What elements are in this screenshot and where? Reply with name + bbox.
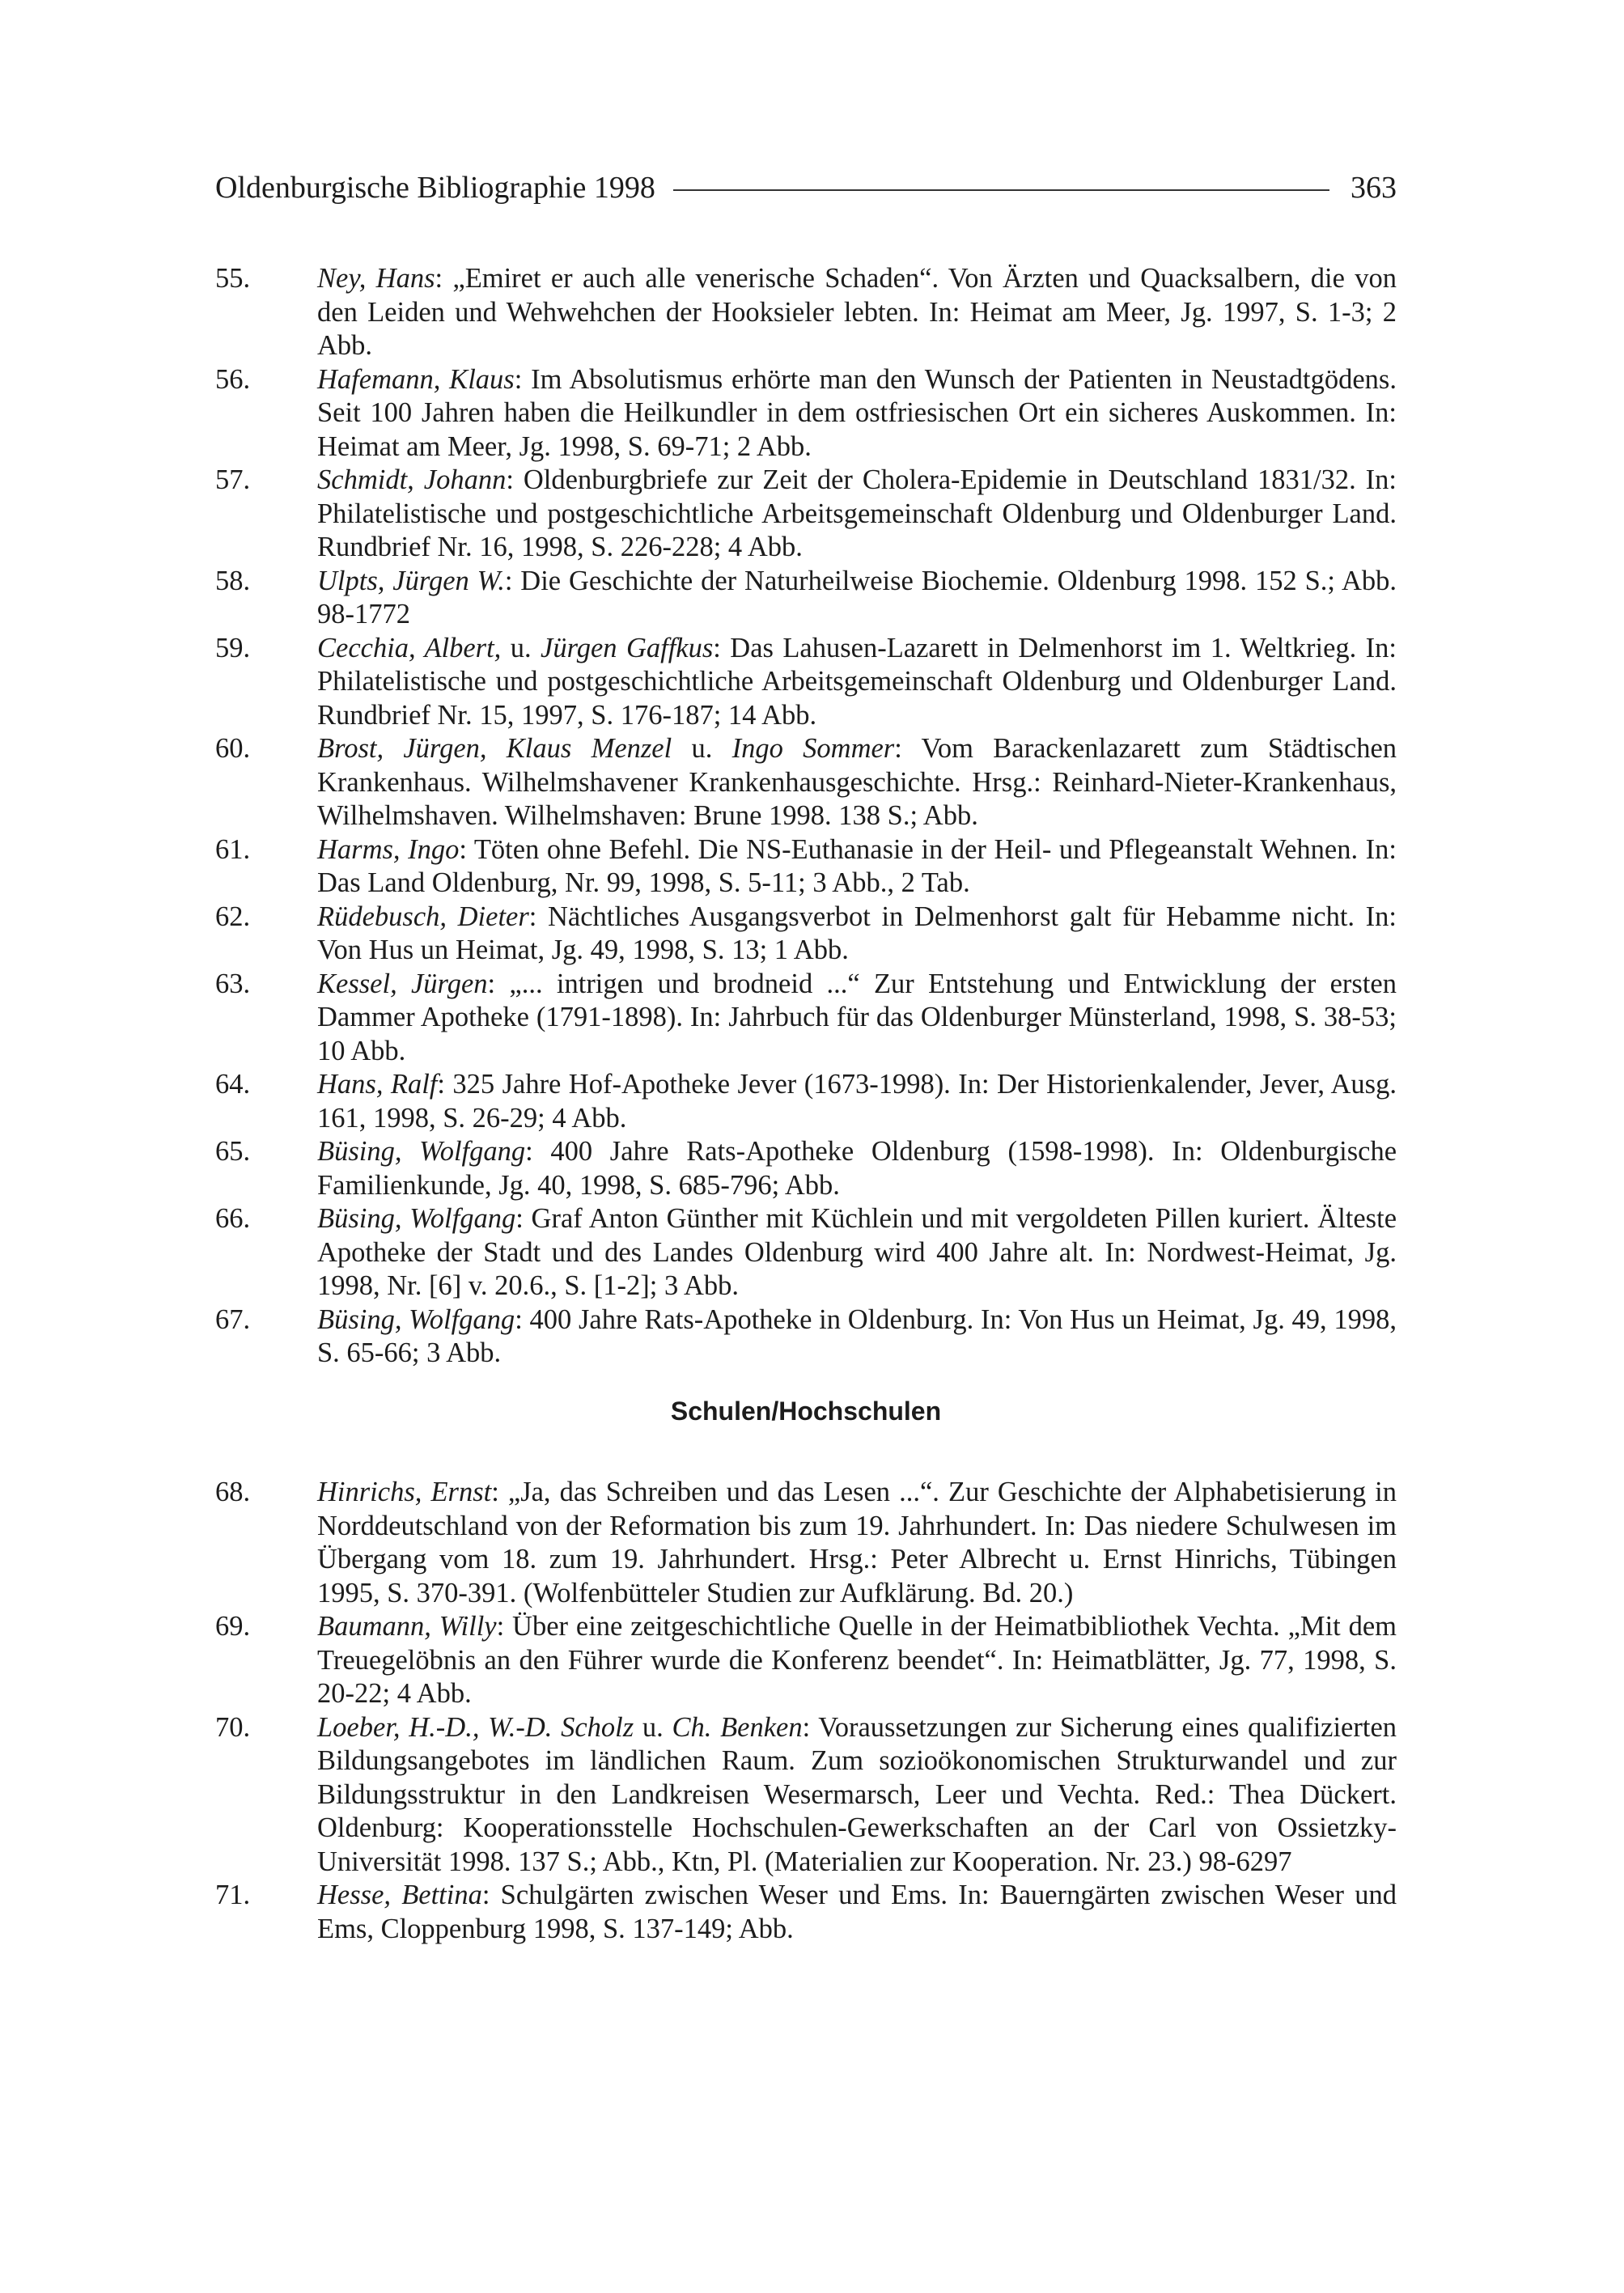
entry-author: Ney, Hans <box>317 263 435 294</box>
running-header <box>215 167 1397 209</box>
entry-author: Kessel, Jürgen <box>317 968 488 999</box>
bibliography-entry <box>215 833 1397 901</box>
entry-author: Brost, Jürgen, Klaus Menzel <box>317 733 672 764</box>
entry-text: : Nächtliches Ausgangsverbot in Delmenhorst galt für Hebamme nicht. In: Von Hus un Heimat, Jg. 49, 1998, S. 13; 1 Abb. <box>317 901 1397 965</box>
entry-author: Cecchia, Albert, <box>317 632 502 663</box>
entry-number: 70. <box>215 1711 251 1743</box>
entry-number: 55. <box>215 263 251 294</box>
bibliography-entry <box>215 1202 1397 1303</box>
entry-coauthor: Ch. Benken <box>672 1711 803 1743</box>
bibliography-entry <box>215 363 1397 464</box>
entry-number: 62. <box>215 901 251 932</box>
entry-text: : Oldenburgbriefe zur Zeit der Cholera-Epidemie in Deutschland 1831/32. In: Philatelistische und postgeschichtliche Arbeitsgemeinschaft Oldenburg und Oldenburger Land. Rundbrief Nr. 16, 1998, S. 226-228; 4 Abb. <box>317 464 1397 562</box>
bibliography-entry <box>215 1303 1397 1371</box>
bibliography-entry <box>215 732 1397 833</box>
entry-author: Baumann, Willy <box>317 1611 497 1642</box>
entry-coauthor: Ingo Sommer <box>731 733 895 764</box>
entry-text: : Töten ohne Befehl. Die NS-Euthanasie in der Heil- und Pflegeanstalt Wehnen. In: Das Land Oldenburg, Nr. 99, 1998, S. 5-11; 3 Abb., 2 Tab. <box>317 833 1397 898</box>
entry-number: 56. <box>215 363 251 395</box>
entry-author: Büsing, Wolfgang <box>317 1203 516 1234</box>
entry-number: 66. <box>215 1203 251 1234</box>
entry-author: Hafemann, Klaus <box>317 363 515 395</box>
bibliography-list-medicine <box>215 262 1397 1371</box>
header-rule <box>673 189 1329 191</box>
bibliography-entry <box>215 1879 1397 1946</box>
entry-number: 69. <box>215 1611 251 1642</box>
entry-number: 64. <box>215 1069 251 1100</box>
entry-text: : „Emiret er auch alle venerische Schaden“. Von Ärzten und Quacksalbern, die von den Leiden und Wehwehchen der Hooksieler lebten. In: Heimat am Meer, Jg. 1997, S. 1-3; 2 Abb. <box>317 263 1397 361</box>
entry-text: : Voraussetzungen zur Sicherung eines qualifizierten Bildungsangebotes im ländlichen Raum. Zum sozioökonomischen Strukturwandel und zur Bildungsstruktur in den Landkreisen Wesermarsch, Leer und Vechta. Red.: Thea Dückert. Oldenburg: Kooperationsstelle Hochschulen-Gewerkschaften an der Carl von Ossietzky-Universität 1998. 137 S.; Abb., Ktn, Pl. (Materialien zur Kooperation. Nr. 23.) 98-6297 <box>317 1711 1397 1877</box>
entry-number: 68. <box>215 1477 251 1507</box>
bibliography-entry <box>215 565 1397 632</box>
entry-text: : 400 Jahre Rats-Apotheke in Oldenburg. In: Von Hus un Heimat, Jg. 49, 1998, S. 65-66; 3 Abb. <box>317 1303 1397 1368</box>
entry-author: Hinrichs, Ernst <box>317 1477 492 1507</box>
bibliography-entry <box>215 464 1397 565</box>
entry-text: : Das Lahusen-Lazarett in Delmenhorst im 1. Weltkrieg. In: Philatelistische und postgeschichtliche Arbeitsgemeinschaft Oldenburg und Oldenburger Land. Rundbrief Nr. 15, 1997, S. 176-187; 14 Abb. <box>317 632 1397 731</box>
bibliography-entry <box>215 1711 1397 1880</box>
entry-number: 67. <box>215 1303 251 1335</box>
entry-author: Hesse, Bettina <box>317 1880 482 1910</box>
entry-author: Harms, Ingo <box>317 833 460 865</box>
entry-coauthor: Jürgen Gaffkus <box>541 632 714 663</box>
entry-text: : Im Absolutismus erhörte man den Wunsch der Patienten in Neustadtgödens. Seit 100 Jahren haben die Heilkundler in dem ostfriesischen Ort ein sicheres Auskommen. In: Heimat am Meer, Jg. 1998, S. 69-71; 2 Abb. <box>317 363 1397 462</box>
entry-conjunction: u. <box>501 632 541 663</box>
bibliography-entry <box>215 632 1397 733</box>
entry-number: 61. <box>215 833 251 865</box>
bibliography-entry <box>215 1135 1397 1202</box>
entry-text: : „Ja, das Schreiben und das Lesen ...“. Zur Geschichte der Alphabetisierung in Norddeutschland von der Reformation bis zum 19. Jahrhundert. In: Das niedere Schulwesen im Übergang vom 18. zum 19. Jahrhundert. Hrsg.: Peter Albrecht u. Ernst Hinrichs, Tübingen 1995, S. 370-391. (Wolfenbütteler Studien zur Aufklärung. Bd. 20.) <box>317 1477 1397 1608</box>
entry-author: Hans, Ralf <box>317 1069 438 1100</box>
entry-author: Schmidt, Johann <box>317 464 507 495</box>
entry-number: 59. <box>215 632 251 663</box>
entry-text: : Die Geschichte der Naturheilweise Biochemie. Oldenburg 1998. 152 S.; Abb. 98-1772 <box>317 565 1397 629</box>
header-title: Oldenburgische Bibliographie 1998 <box>215 171 655 205</box>
entry-text: : 400 Jahre Rats-Apotheke Oldenburg (1598-1998). In: Oldenburgische Familienkunde, Jg. 40, 1998, S. 685-796; Abb. <box>317 1136 1397 1201</box>
entry-author: Büsing, Wolfgang <box>317 1303 515 1335</box>
entry-number: 57. <box>215 464 251 495</box>
bibliography-entry <box>215 901 1397 968</box>
bibliography-entry <box>215 968 1397 1069</box>
entry-author: Loeber, H.-D., W.-D. Scholz <box>317 1711 634 1743</box>
page-number: 363 <box>1351 171 1397 205</box>
entry-text: : Vom Barackenlazarett zum Städtischen Krankenhaus. Wilhelmshavener Krankenhausgeschichte. Hrsg.: Reinhard-Nieter-Krankenhaus, Wilhelmshaven. Wilhelmshaven: Brune 1998. 138 S.; Abb. <box>317 733 1397 831</box>
entry-number: 63. <box>215 968 251 999</box>
entry-number: 58. <box>215 565 251 596</box>
entry-conjunction: u. <box>634 1711 672 1743</box>
entry-text: : „... intrigen und brodneid ...“ Zur Entstehung und Entwicklung der ersten Dammer Apotheke (1791-1898). In: Jahrbuch für das Oldenburger Münsterland, 1998, S. 38-53; 10 Abb. <box>317 968 1397 1066</box>
entry-author: Büsing, Wolfgang <box>317 1136 526 1167</box>
bibliography-entry <box>215 1610 1397 1711</box>
entry-number: 71. <box>215 1880 251 1910</box>
entry-author: Ulpts, Jürgen W. <box>317 565 505 596</box>
entry-text: : 325 Jahre Hof-Apotheke Jever (1673-1998). In: Der Historienkalender, Jever, Ausg. 161, 1998, S. 26-29; 4 Abb. <box>317 1069 1397 1134</box>
entry-number: 65. <box>215 1136 251 1167</box>
entry-author: Rüdebusch, Dieter <box>317 901 529 932</box>
bibliography-entry <box>215 262 1397 363</box>
entry-text: : Schulgärten zwischen Weser und Ems. In: Bauerngärten zwischen Weser und Ems, Cloppenburg 1998, S. 137-149; Abb. <box>317 1880 1397 1944</box>
bibliography-entry <box>215 1476 1397 1610</box>
entry-text: : Graf Anton Günther mit Küchlein und mit vergoldeten Pillen kuriert. Älteste Apotheke der Stadt und des Landes Oldenburg wird 400 Jahre alt. In: Nordwest-Heimat, Jg. 1998, Nr. [6] v. 20.6., S. [1-2]; 3 Abb. <box>317 1203 1397 1301</box>
entry-conjunction: u. <box>672 733 732 764</box>
entry-number: 60. <box>215 733 251 764</box>
entry-text: : Über eine zeitgeschichtliche Quelle in der Heimatbibliothek Vechta. „Mit dem Treuegelöbnis an den Führer wurde die Konferenz beendet“. In: Heimatblätter, Jg. 77, 1998, S. 20-22; 4 Abb. <box>317 1611 1397 1709</box>
section-heading: Schulen/Hochschulen <box>670 1397 942 1426</box>
bibliography-list-schools <box>215 1476 1397 1946</box>
bibliography-entry <box>215 1068 1397 1135</box>
